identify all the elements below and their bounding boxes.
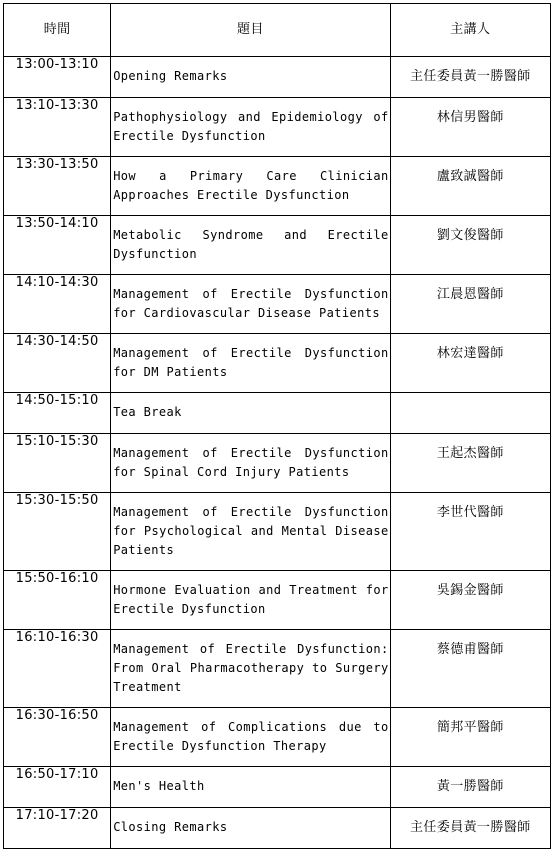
topic-cell: Opening Remarks xyxy=(111,57,391,98)
table-row xyxy=(4,98,551,157)
speaker-cell: 簡邦平醫師 xyxy=(390,708,550,767)
topic-cell: Men's Health xyxy=(111,767,391,808)
topic-cell: How a Primary Care Clinician Approaches Erectile Dysfunction xyxy=(111,157,391,216)
time-cell: 13:10-13:30 xyxy=(4,98,111,157)
table-row xyxy=(4,630,551,708)
schedule-body xyxy=(4,57,551,849)
table-row xyxy=(4,808,551,849)
table-row xyxy=(4,334,551,393)
time-cell: 14:10-14:30 xyxy=(4,275,111,334)
time-cell: 14:30-14:50 xyxy=(4,334,111,393)
topic-cell: Management of Erectile Dysfunction: From Oral Pharmacotherapy to Surgery Treatment xyxy=(111,630,391,708)
topic-cell: Metabolic Syndrome and Erectile Dysfunction xyxy=(111,216,391,275)
speaker-cell: 蔡德甫醫師 xyxy=(390,630,550,708)
table-row xyxy=(4,275,551,334)
table-row xyxy=(4,434,551,493)
time-cell: 15:10-15:30 xyxy=(4,434,111,493)
time-cell: 16:50-17:10 xyxy=(4,767,111,808)
header-speaker: 主講人 xyxy=(390,4,550,57)
time-cell: 16:10-16:30 xyxy=(4,630,111,708)
speaker-cell: 林信男醫師 xyxy=(390,98,550,157)
table-row xyxy=(4,767,551,808)
speaker-cell xyxy=(390,393,550,434)
table-row xyxy=(4,57,551,98)
topic-cell: Tea Break xyxy=(111,393,391,434)
time-cell: 13:30-13:50 xyxy=(4,157,111,216)
table-row xyxy=(4,157,551,216)
topic-cell: Management of Erectile Dysfunction for Cardiovascular Disease Patients xyxy=(111,275,391,334)
table-row xyxy=(4,571,551,630)
time-cell: 15:30-15:50 xyxy=(4,493,111,571)
table-row xyxy=(4,708,551,767)
time-cell: 15:50-16:10 xyxy=(4,571,111,630)
time-cell: 13:00-13:10 xyxy=(4,57,111,98)
schedule-table xyxy=(3,3,551,849)
topic-cell: Management of Complications due to Erectile Dysfunction Therapy xyxy=(111,708,391,767)
topic-cell: Management of Erectile Dysfunction for DM Patients xyxy=(111,334,391,393)
speaker-cell: 劉文俊醫師 xyxy=(390,216,550,275)
speaker-cell: 李世代醫師 xyxy=(390,493,550,571)
header-time: 時間 xyxy=(4,4,111,57)
time-cell: 16:30-16:50 xyxy=(4,708,111,767)
speaker-cell: 王起杰醫師 xyxy=(390,434,550,493)
speaker-cell: 吳錫金醫師 xyxy=(390,571,550,630)
header-topic: 題目 xyxy=(111,4,391,57)
speaker-cell: 主任委員黃一勝醫師 xyxy=(390,57,550,98)
speaker-cell: 主任委員黃一勝醫師 xyxy=(390,808,550,849)
time-cell: 13:50-14:10 xyxy=(4,216,111,275)
speaker-cell: 黃一勝醫師 xyxy=(390,767,550,808)
speaker-cell: 林宏達醫師 xyxy=(390,334,550,393)
topic-cell: Management of Erectile Dysfunction for Psychological and Mental Disease Patients xyxy=(111,493,391,571)
table-row xyxy=(4,493,551,571)
time-cell: 14:50-15:10 xyxy=(4,393,111,434)
table-row xyxy=(4,393,551,434)
topic-cell: Management of Erectile Dysfunction for Spinal Cord Injury Patients xyxy=(111,434,391,493)
topic-cell: Closing Remarks xyxy=(111,808,391,849)
time-cell: 17:10-17:20 xyxy=(4,808,111,849)
speaker-cell: 盧致誠醫師 xyxy=(390,157,550,216)
table-row xyxy=(4,216,551,275)
header-row xyxy=(4,4,551,57)
topic-cell: Hormone Evaluation and Treatment for Erectile Dysfunction xyxy=(111,571,391,630)
topic-cell: Pathophysiology and Epidemiology of Erectile Dysfunction xyxy=(111,98,391,157)
speaker-cell: 江晨恩醫師 xyxy=(390,275,550,334)
